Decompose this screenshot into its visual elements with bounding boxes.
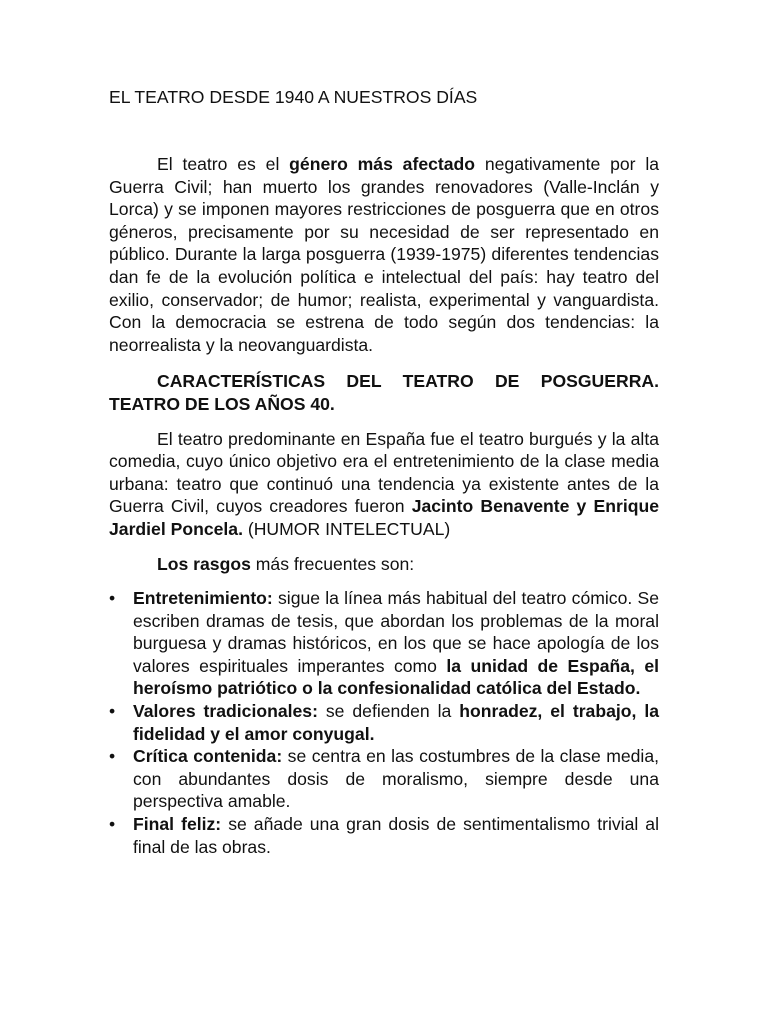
section-heading: CARACTERÍSTICAS DEL TEATRO DE POSGUERRA. TEATRO DE LOS AÑOS 40. <box>109 371 659 414</box>
list-item <box>109 700 659 745</box>
trait-label: Valores tradicionales: <box>133 701 318 722</box>
trait-label: Final feliz: <box>133 814 222 835</box>
traits-intro <box>109 553 659 576</box>
intro-text-2: negativamente por la Guerra Civil; han muerto los grandes renovadores (Valle-Inclán y Lorca) y se imponen mayores restricciones de posguerra que en otros géneros, precisamente por su necesidad de ser representado en público. Durante la larga posguerra (1939-1975) diferentes tendencias dan fe de la evolución política e intelectual del país: hay teatro del exilio, conservador; de humor; realista, experimental y vanguardista. Con la democracia se estrena de todo según dos tendencias: la neorrealista y la neovanguardista. <box>109 154 660 355</box>
list-item <box>109 813 659 858</box>
document-page <box>109 86 659 858</box>
traits-intro-bold: Los rasgos <box>157 553 251 574</box>
document-title: EL TEATRO DESDE 1940 A NUESTROS DÍAS <box>109 87 478 107</box>
list-item <box>109 745 659 813</box>
section-text-1: El teatro predominante en España fue el teatro burgués y la alta comedia, cuyo único objetivo era el entretenimiento de la clase media urbana: teatro que continuó una tendencia ya existente antes de la Guerra Civil, cuyos creadores fueron <box>109 428 659 517</box>
trait-text: se defienden la <box>317 701 460 722</box>
intro-paragraph <box>109 153 659 356</box>
section-text-2: (HUMOR INTELECTUAL) <box>242 518 451 539</box>
traits-list <box>109 587 659 858</box>
traits-intro-text: más frecuentes son: <box>250 553 415 574</box>
bullet-icon: • <box>109 701 116 722</box>
trait-label: Crítica contenida: <box>133 746 283 767</box>
section-bold-1: Jacinto Benavente y Enrique Jardiel Poncela. <box>109 496 659 539</box>
trait-text: se añade una gran dosis de sentimentalismo trivial al final de las obras. <box>133 814 659 857</box>
trait-bold: la unidad de España, el heroísmo patriótico o la confesionalidad católica del Estado. <box>133 655 659 699</box>
bullet-icon: • <box>109 814 116 835</box>
trait-label: Entretenimiento: <box>133 588 273 609</box>
intro-text-1: El teatro es el <box>157 154 290 174</box>
bullet-icon: • <box>109 588 116 609</box>
intro-bold-1: género más afectado <box>289 154 476 174</box>
trait-bold: honradez, el trabajo, la fidelidad y el amor conyugal. <box>133 701 660 744</box>
trait-text: se centra en las costumbres de la clase media, con abundantes dosis de moralismo, siempre desde una perspectiva amable. <box>133 746 660 812</box>
bullet-icon: • <box>109 746 116 767</box>
trait-text: sigue la línea más habitual del teatro cómico. Se escriben dramas de tesis, que abordan los problemas de la moral burguesa y dramas históricos, en los que se hace apología de los valores espirituales imperantes como <box>133 588 659 676</box>
list-item <box>109 587 659 700</box>
section-paragraph <box>109 428 659 541</box>
